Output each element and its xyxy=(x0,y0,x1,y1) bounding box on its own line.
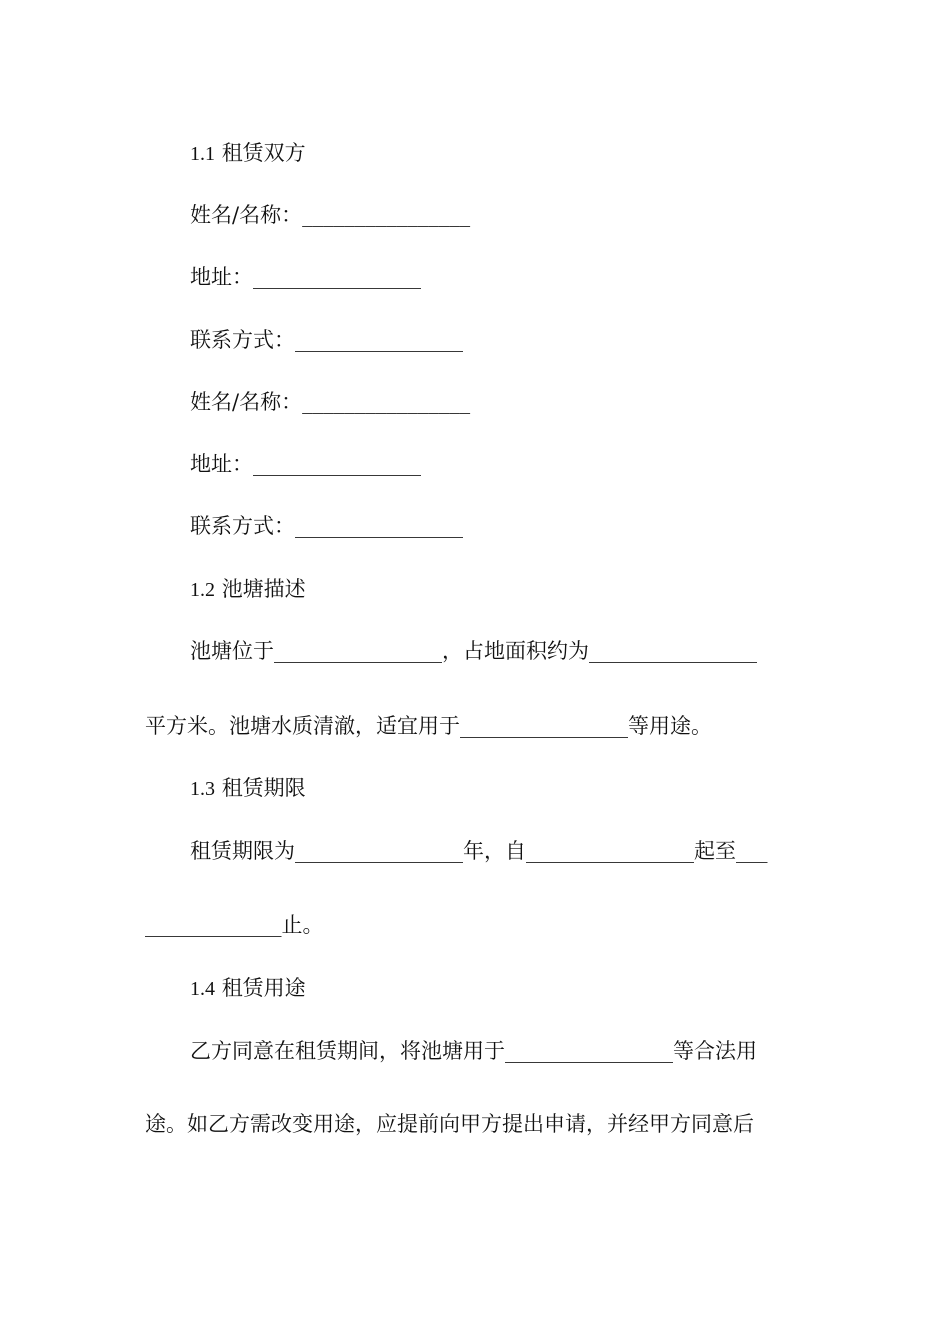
party-a-name-field: 姓名/名称：________________ xyxy=(190,203,471,227)
pond-description-line-1: 池塘位于________________，占地面积约为________________ xyxy=(190,639,757,663)
section-number: 1.2 xyxy=(190,579,215,601)
pond-description-line-2: 平方米。池塘水质清澈，适宜用于________________等用途。 xyxy=(145,714,712,738)
section-heading-1-2 xyxy=(190,574,950,604)
lease-use-line-1: 乙方同意在租赁期间，将池塘用于________________等合法用 xyxy=(190,1039,757,1063)
party-a-address-field: 地址：________________ xyxy=(190,265,421,289)
lease-term-line-2: _____________止。 xyxy=(145,913,324,937)
section-heading-1-3 xyxy=(190,773,950,803)
party-b-contact-field: 联系方式：________________ xyxy=(190,514,463,538)
section-title: 租赁期限 xyxy=(221,776,306,800)
section-title: 租赁双方 xyxy=(221,141,306,165)
party-a-contact-field: 联系方式：________________ xyxy=(190,328,463,352)
party-b-address-field: 地址：________________ xyxy=(190,452,421,476)
section-heading-1-1 xyxy=(190,138,950,168)
section-number: 1.1 xyxy=(190,143,215,165)
lease-term-line-1: 租赁期限为________________年，自________________起至___ xyxy=(190,839,768,863)
section-title: 池塘描述 xyxy=(221,577,306,601)
section-number: 1.4 xyxy=(190,978,215,1000)
lease-use-line-2: 途。如乙方需改变用途，应提前向甲方提出申请，并经甲方同意后 xyxy=(145,1112,754,1136)
party-b-name-field: 姓名/名称：________________ xyxy=(190,390,471,414)
section-title: 租赁用途 xyxy=(221,976,306,1000)
section-heading-1-4 xyxy=(190,973,950,1003)
section-number: 1.3 xyxy=(190,778,215,800)
